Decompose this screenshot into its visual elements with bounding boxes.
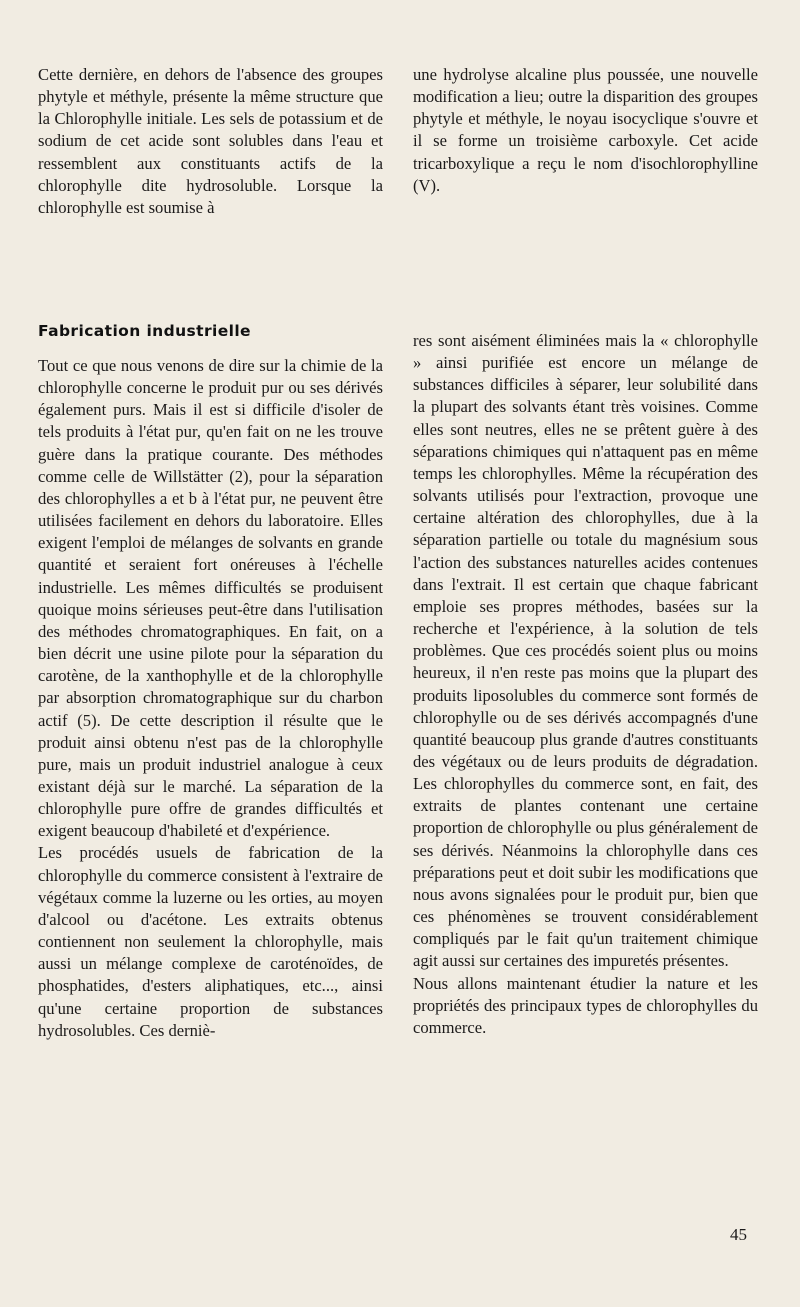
section-heading: Fabrication industrielle — [38, 322, 251, 340]
intro-left-column — [38, 64, 383, 219]
section-left-paragraph-1: Tout ce que nous venons de dire sur la chimie de la chlorophylle concerne le produit pur ou ses dérivés également purs. Mais il est si difficile d'isoler de tels produits à l'état pur, qu'en fait on ne les trouve guère dans la pratique courante. Des méthodes comme celle de Willstätter (2), pour la séparation des chlorophylles a et b à l'état pur, ne peuvent être utilisées facilement en dehors du laboratoire. Elles exigent l'emploi de mélanges de solvants en grande quantité et seraient fort onéreuses à l'échelle industrielle. Les mêmes difficultés se produisent quoique moins sérieuses peut-être dans l'utilisation des méthodes chromatographiques. En fait, on a bien décrit une usine pilote pour la séparation du carotène, de la xanthophylle et de la chlorophylle par absorption chromatographique sur du charbon actif (5). De cette description il résulte que le produit ainsi obtenu n'est pas de la chlorophylle pure, mais un produit industriel analogue à ceux existant déjà sur le marché. La séparation de la chlorophylle pure offre de grandes difficultés et exigent beaucoup d'habileté et d'expérience. — [38, 356, 383, 841]
section-left-column — [38, 355, 383, 1042]
section-right-paragraph-2: Nous allons maintenant étudier la nature et les propriétés des principaux types de chlorophylles du commerce. — [413, 973, 758, 1037]
intro-right-column — [413, 64, 758, 197]
page-number: 45 — [730, 1225, 747, 1244]
section-left-paragraph-2: Les procédés usuels de fabrication de la chlorophylle du commerce consistent à l'extraire de végétaux comme la luzerne ou les orties, au moyen d'alcool ou d'acétone. Les extraits obtenus contiennent non seulement la chlorophylle, mais aussi un mélange complexe de caroténoïdes, de phosphatides, d'esters aliphatiques, etc..., ainsi qu'une certaine proportion de substances hydrosolubles. Ces derniè- — [38, 843, 383, 1040]
intro-right-paragraph: une hydrolyse alcaline plus poussée, une nouvelle modification a lieu; outre la disparition des groupes phytyle et méthyle, le noyau isocyclique s'ouvre et il se forme un troisième carboxyle. Cet acide tricarboxylique a reçu le nom d'isochlorophylline (V). — [413, 65, 758, 195]
intro-left-paragraph: Cette dernière, en dehors de l'absence des groupes phytyle et méthyle, présente la même structure que la Chlorophylle initiale. Les sels de potassium et de sodium de cet acide sont solubles dans l'eau et ressemblent aux constituants actifs de la chlorophylle dite hydrosoluble. Lorsque la chlorophylle est soumise à — [38, 65, 383, 217]
section-right-column — [413, 330, 758, 1039]
section-right-paragraph-1: res sont aisément éliminées mais la « chlorophylle » ainsi purifiée est encore un mélange de substances difficiles à séparer, leur solubilité dans la plupart des solvants étant très voisines. Comme elles sont neutres, elles ne se prêtent guère à des séparations chimiques qui n'attaquent pas en même temps les chlorophylles. Même la récupération des solvants utilisés pour l'extraction, provoque une certaine altération des chlorophylles, due à la séparation partielle ou totale du magnésium sous l'action des substances naturelles acides contenues dans l'extrait. Il est certain que chaque fabricant emploie ses propres méthodes, basées sur la recherche et l'expérience, à la solution de tels problèmes. Que ces procédés soient plus ou moins heureux, il n'en reste pas moins que la plupart des produits liposolubles du commerce sont formés de chlorophylle ou de ses dérivés accompagnés d'une quantité beaucoup plus grande d'autres constituants des végétaux ou de leurs produits de dégradation. Les chlorophylles du commerce sont, en fait, des extraits de plantes contenant une certaine proportion de chlorophylle ou plus généralement de ses dérivés. Néanmoins la chlorophylle dans ces préparations peut et doit subir les modifications que nous avons signalées pour le produit pur, bien que ces phénomènes se trouvent considérablement compliqués par le fait qu'un traitement chimique agit aussi sur certaines des impuretés présentes. — [413, 331, 758, 971]
